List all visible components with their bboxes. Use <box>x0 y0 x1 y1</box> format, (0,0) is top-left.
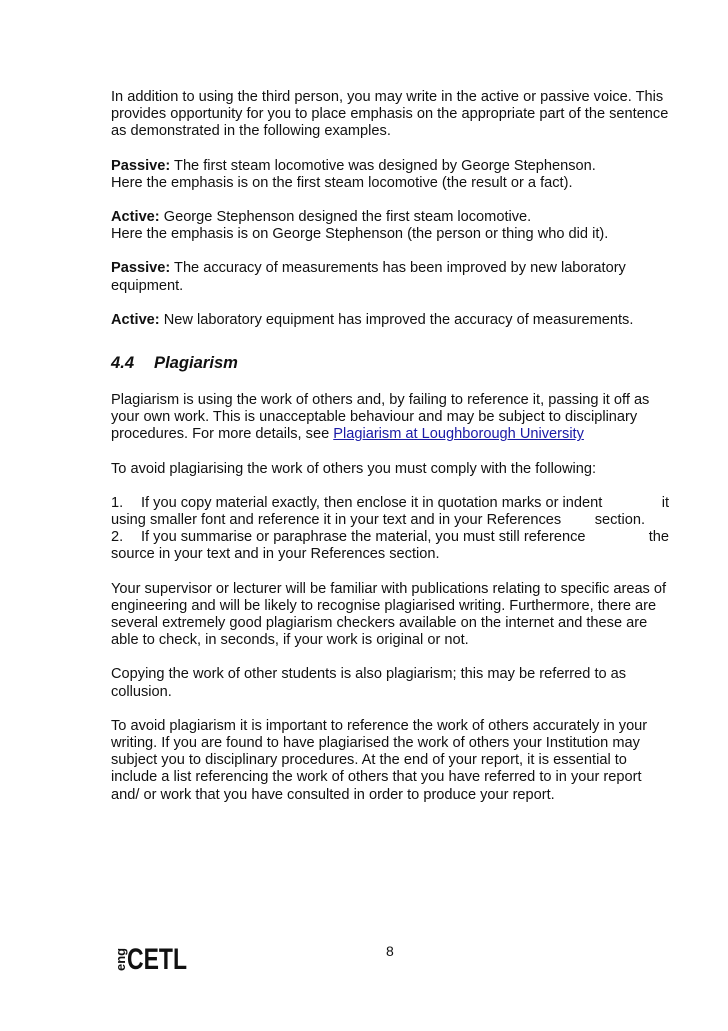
example-sentence: George Stephenson designed the first steam locomotive. <box>159 209 532 226</box>
example-passive-1 <box>111 158 671 192</box>
logo-text: CETL <box>127 943 187 976</box>
list-item-continued <box>111 546 671 563</box>
example-active-1 <box>111 209 671 243</box>
list-text: source in your text and in your References section. <box>111 546 440 563</box>
definition-text: Plagiarism is using the work of others and, by failing to reference it, passing it off as your own work. This is unacceptable behaviour and may be subject to disciplinary procedures. For more details, see <box>111 392 650 443</box>
list-item <box>111 529 671 546</box>
section-number: 4.4 <box>111 353 135 373</box>
intro-paragraph: In addition to using the third person, you may write in the active or passive voice. This provides opportunity for you to place emphasis on the appropriate part of the sentence as demonstrated in the following examples. <box>111 89 669 140</box>
example-sentence: The accuracy of measurements has been improved by new laboratory equipment. <box>111 260 626 294</box>
list-item-continued <box>111 512 671 529</box>
compliance-list <box>111 495 671 564</box>
list-text-end: it <box>661 494 669 511</box>
list-number: 2. <box>111 529 124 546</box>
page-number: 8 <box>386 943 394 959</box>
example-sentence: New laboratory equipment has improved the accuracy of measurements. <box>159 311 634 328</box>
logo-small-text: eng <box>113 947 128 971</box>
collusion-paragraph: Copying the work of other students is also plagiarism; this may be referred to as collusion. <box>111 666 627 700</box>
compliance-intro: To avoid plagiarising the work of others you must comply with the following: <box>111 460 597 477</box>
example-note: Here the emphasis is on the first steam locomotive (the result or a fact). <box>111 174 573 191</box>
engcetl-logo <box>111 940 191 976</box>
list-item <box>111 495 671 512</box>
list-number: 1. <box>111 494 124 511</box>
example-label: Passive: <box>111 260 171 277</box>
list-text: If you copy material exactly, then enclose it in quotation marks or indent <box>141 494 603 511</box>
list-text-end: the <box>648 529 669 546</box>
referencing-paragraph: To avoid plagiarism it is important to reference the work of others accurately in your writing. If you are found to have plagiarised the work of others your Institution may subject you to disciplinary procedures. At the end of your report, it is essential to include a list referencing the work of others that you have referred to in your report and/ or work that you have consulted in order to produce your report. <box>111 717 648 803</box>
section-title: Plagiarism <box>154 353 238 373</box>
engcetl-logo-icon <box>111 940 191 976</box>
example-sentence: The first steam locomotive was designed by George Stephenson. <box>170 157 596 174</box>
example-label: Active: <box>111 311 160 328</box>
example-active-2 <box>111 312 671 329</box>
list-text-end: section. <box>594 512 645 529</box>
list-text: using smaller font and reference it in your text and in your References <box>111 512 562 529</box>
example-label: Active: <box>111 209 160 226</box>
plagiarism-definition <box>111 392 671 444</box>
section-heading <box>111 353 671 373</box>
list-text: If you summarise or paraphrase the material, you must still reference <box>141 529 586 546</box>
example-passive-2 <box>111 260 671 294</box>
example-label: Passive: <box>111 157 171 174</box>
example-note: Here the emphasis is on George Stephenson (the person or thing who did it). <box>111 226 609 243</box>
plagiarism-policy-link[interactable]: Plagiarism at Loughborough University <box>333 426 584 443</box>
page-body <box>111 89 671 821</box>
supervisor-paragraph: Your supervisor or lecturer will be familiar with publications relating to specific areas of engineering and will be likely to recognise plagiarised writing. Furthermore, there are several extremely good plagiarism checkers available on the internet and these are able to check, in seconds, if your work is original or not. <box>111 580 667 649</box>
